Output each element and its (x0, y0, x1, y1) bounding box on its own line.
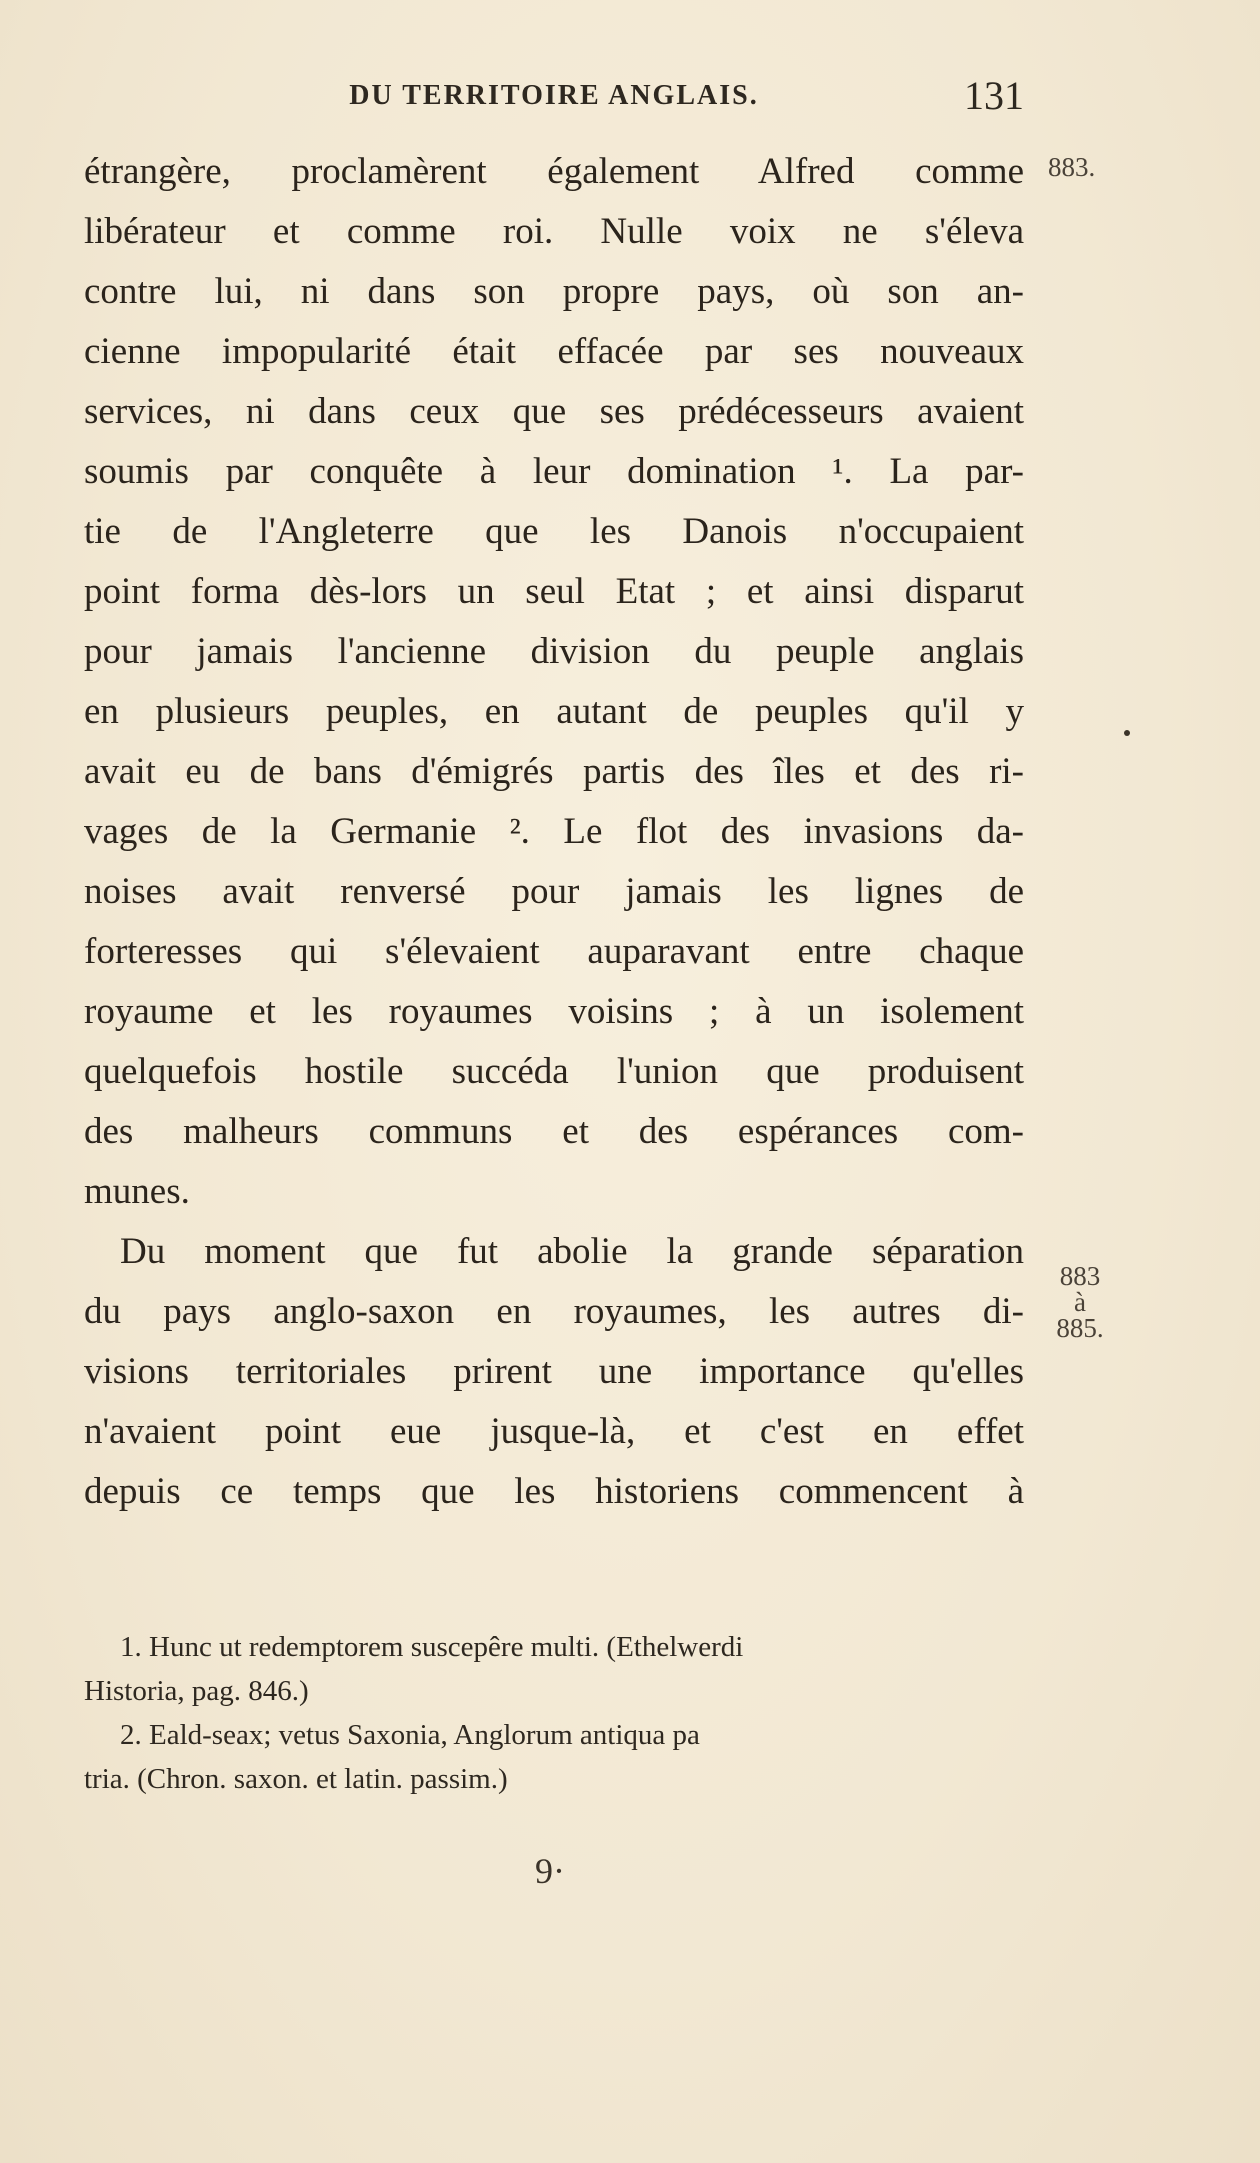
text-line: noises avait renversé pour jamais les lignes de (84, 871, 1024, 912)
text-line: du pays anglo-saxon en royaumes, les autres di- (84, 1291, 1024, 1332)
footnote-line: 2. Eald-seax; vetus Saxonia, Anglorum antiqua pa (120, 1719, 700, 1751)
text-line: royaume et les royaumes voisins ; à un isolement (84, 991, 1024, 1032)
text-line: services, ni dans ceux que ses prédécesseurs avaient (84, 391, 1024, 432)
footnote-line: Historia, pag. 846.) (84, 1675, 309, 1707)
text-line: cienne impopularité était effacée par ses nouveaux (84, 331, 1024, 372)
margin-date-range-note (1050, 1263, 1110, 1341)
text-line: quelquefois hostile succéda l'union que produisent (84, 1051, 1024, 1092)
margin-date-separator: à (1074, 1287, 1086, 1317)
text-line: des malheurs communs et des espérances com- (84, 1111, 1024, 1152)
footnote-line: 1. Hunc ut redemptorem suscepêre multi. (Ethelwerdi (120, 1631, 744, 1663)
text-line: soumis par conquête à leur domination ¹. La par- (84, 451, 1024, 492)
ink-speck (1124, 730, 1130, 736)
footnotes (84, 1625, 1024, 1801)
running-title: DU TERRITOIRE ANGLAIS. (349, 80, 759, 111)
text-line: étrangère, proclamèrent également Alfred comme (84, 151, 1024, 192)
margin-date-note: 883. (1048, 152, 1096, 182)
text-line: forteresses qui s'élevaient auparavant entre chaque (84, 931, 1024, 972)
text-line: libérateur et comme roi. Nulle voix ne s'éleva (84, 211, 1024, 252)
text-line: tie de l'Angleterre que les Danois n'occupaient (84, 511, 1024, 552)
text-line: depuis ce temps que les historiens commencent à (84, 1471, 1024, 1512)
footnote-line: tria. (Chron. saxon. et latin. passim.) (84, 1763, 508, 1795)
page-number: 131 (964, 73, 1024, 118)
text-line: en plusieurs peuples, en autant de peuples qu'il y (84, 691, 1024, 732)
signature-mark: 9· (535, 1851, 565, 1891)
text-line: pour jamais l'ancienne division du peuple anglais (84, 631, 1024, 672)
margin-date-end: 885. (1056, 1313, 1104, 1343)
paragraph-start-line: Du moment que fut abolie la grande séparation (120, 1231, 1024, 1272)
text-line: point forma dès-lors un seul Etat ; et ainsi disparut (84, 571, 1024, 612)
text-line: n'avaient point eue jusque-là, et c'est en effet (84, 1411, 1024, 1452)
text-line: contre lui, ni dans son propre pays, où son an- (84, 271, 1024, 312)
running-head (84, 73, 1024, 126)
text-line: avait eu de bans d'émigrés partis des îles et des ri- (84, 751, 1024, 792)
text-line: munes. (84, 1171, 190, 1212)
margin-date-start: 883 (1059, 1261, 1101, 1291)
text-line: visions territoriales prirent une importance qu'elles (84, 1351, 1024, 1392)
text-line: vages de la Germanie ². Le flot des invasions da- (84, 811, 1024, 852)
body-text (84, 142, 1024, 1522)
